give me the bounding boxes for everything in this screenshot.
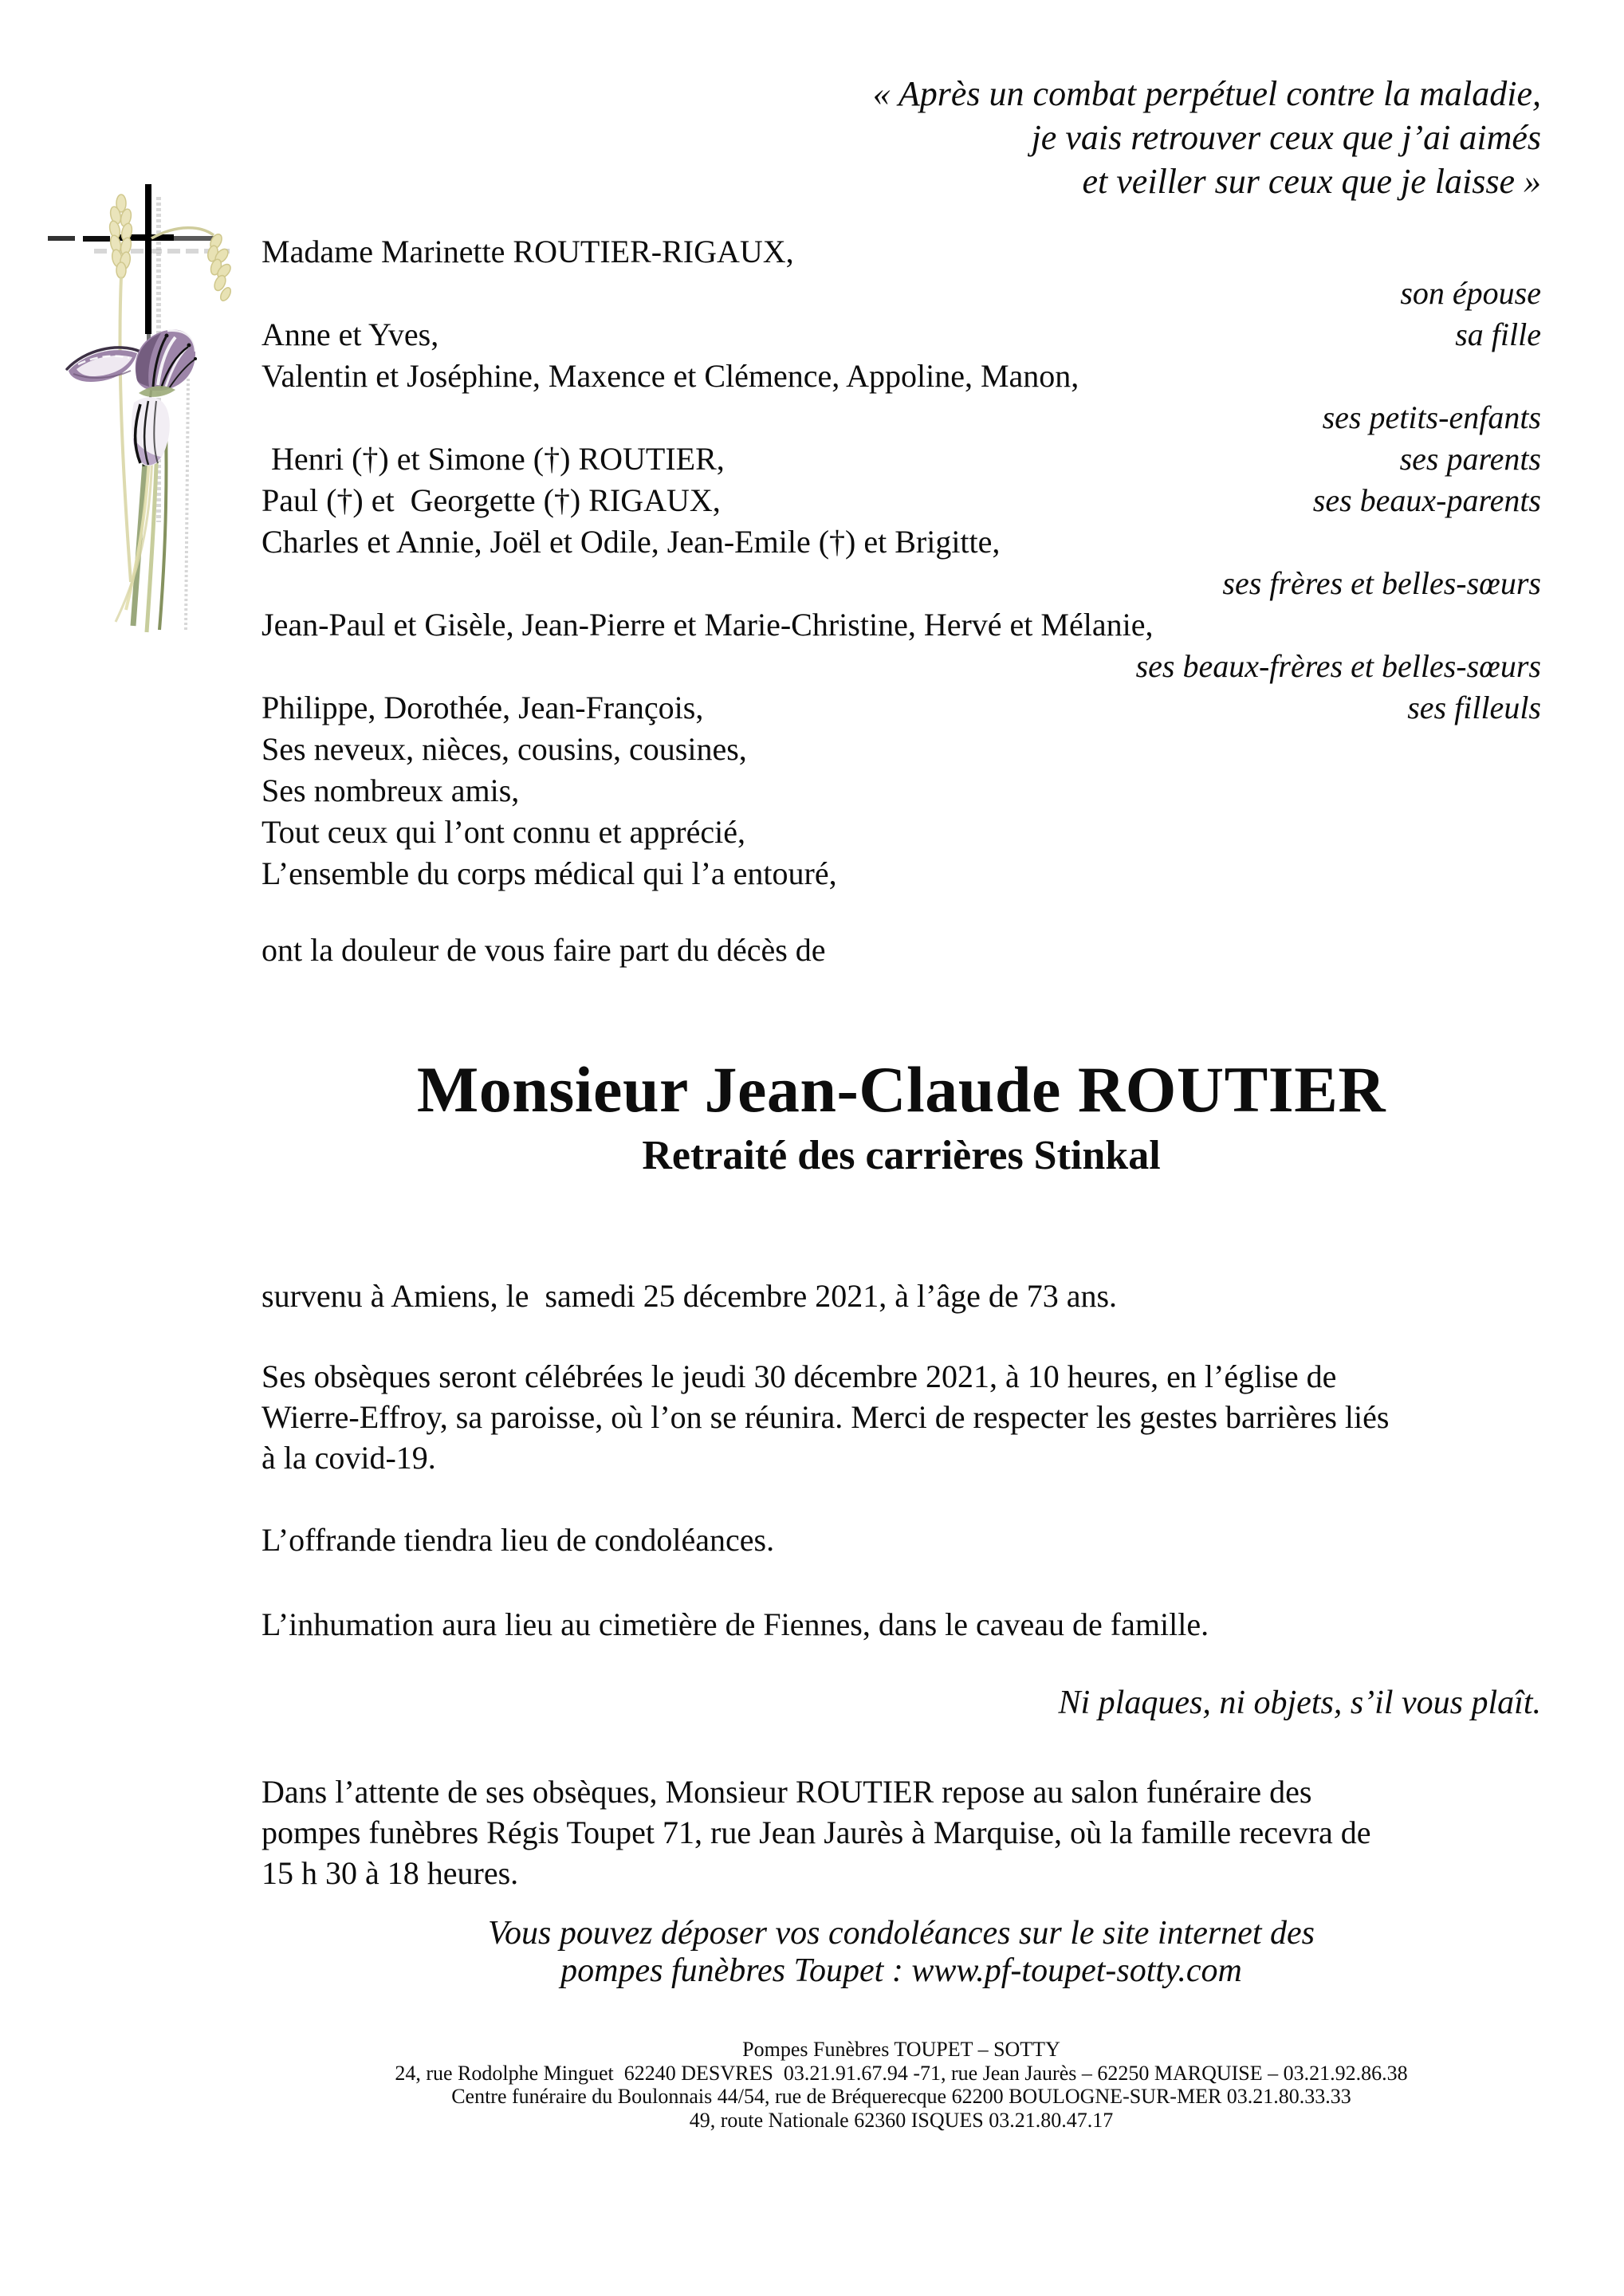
family-names: Henri (†) et Simone (†) ROUTIER, [271,441,725,477]
family-line [261,604,1541,646]
no-plaques-note: Ni plaques, ni objets, s’il vous plaît. [1058,1685,1541,1721]
family-relation: ses parents [1399,441,1541,477]
paragraph-repose [261,1771,1541,1893]
family-names: Charles et Annie, Joël et Odile, Jean-Emile (†) et Brigitte, [261,524,1001,560]
deceased-name: Monsieur Jean-Claude ROUTIER [416,1053,1386,1126]
family-line [261,273,1541,314]
family-relation: ses frères et belles-sœurs [1222,565,1541,601]
paragraph-line: Ses obsèques seront célébrées le jeudi 30 décembre 2021, à 10 heures, en l’église de [261,1358,1337,1394]
family-line [261,356,1541,397]
paragraph-burial [261,1604,1541,1645]
announcement-line: ont la douleur de vous faire part du décès de [261,932,826,968]
family-names: Tout ceux qui l’ont connu et apprécié, [261,814,745,850]
family-names: Jean-Paul et Gisèle, Jean-Pierre et Marie-Christine, Hervé et Mélanie, [261,607,1154,643]
family-names: Valentin et Joséphine, Maxence et Clémence, Appoline, Manon, [261,358,1079,394]
family-relation: ses petits-enfants [1322,399,1541,435]
family-names: Paul (†) et Georgette (†) RIGAUX, [261,482,721,518]
family-relation: ses beaux-parents [1312,482,1541,518]
paragraph-line: L’offrande tiendra lieu de condoléances. [261,1522,775,1558]
family-line [261,314,1541,356]
family-names: Anne et Yves, [261,316,439,352]
family-list [261,231,1541,894]
family-line [261,480,1541,521]
family-line [261,397,1541,438]
family-names: L’ensemble du corps médical qui l’a entouré, [261,855,837,891]
family-names: Ses neveux, nièces, cousins, cousines, [261,731,747,767]
family-line [261,438,1541,480]
family-line [261,853,1541,894]
family-line [261,729,1541,770]
family-line [261,231,1541,273]
paragraph-line: pompes funèbres Régis Toupet 71, rue Jean Jaurès à Marquise, où la famille recevra de [261,1814,1371,1850]
deceased-subtitle: Retraité des carrières Stinkal [642,1133,1161,1178]
family-names: Philippe, Dorothée, Jean-François, [261,690,704,725]
deceased-title-block [261,1053,1541,1178]
paragraph-line: L’inhumation aura lieu au cimetière de Fiennes, dans le caveau de famille. [261,1606,1209,1642]
family-line [261,646,1541,687]
family-line [261,521,1541,563]
footer-address-line: Centre funéraire du Boulonnais 44/54, rue de Bréquerecque 62200 BOULOGNE-SUR-MER 03.21.80.33.33 [451,2085,1351,2108]
quote-line: et veiller sur ceux que je laisse » [1082,162,1541,201]
family-line [261,687,1541,729]
family-relation: ses beaux-frères et belles-sœurs [1135,648,1541,684]
paragraph-offering [261,1520,1541,1560]
family-relation: ses filleuls [1407,690,1541,725]
footer-address-line: 24, rue Rodolphe Minguet 62240 DESVRES 03.21.91.67.94 -71, rue Jean Jaurès – 62250 MARQUISE – 03.21.92.86.38 [395,2061,1408,2085]
footer-company-name: Pompes Funèbres TOUPET – SOTTY [742,2038,1060,2061]
paragraph-line: Wierre-Effroy, sa paroisse, où l’on se réunira. Merci de respecter les gestes barrières liés [261,1399,1390,1435]
condolences-line website-url: pompes funèbres Toupet : www.pf-toupet-sotty.com [560,1952,1242,1989]
family-line [261,770,1541,812]
epitaph-quote [261,72,1541,203]
paragraph-funeral [261,1356,1541,1478]
family-line [261,812,1541,853]
quote-line: « Après un combat perpétuel contre la maladie, [872,74,1541,113]
paragraph-line: à la covid-19. [261,1440,436,1476]
paragraph-line: survenu à Amiens, le samedi 25 décembre 2021, à l’âge de 73 ans. [261,1278,1118,1314]
family-names: Ses nombreux amis, [261,773,520,808]
quote-line: je vais retrouver ceux que j’ai aimés [1031,118,1541,157]
family-relation: sa fille [1455,316,1541,352]
footer-address-line: 49, route Nationale 62360 ISQUES 03.21.80.47.17 [689,2108,1114,2132]
funeral-home-footer [261,2038,1541,2132]
paragraph-line: 15 h 30 à 18 heures. [261,1855,519,1891]
family-line [261,563,1541,604]
condolences-line: Vous pouvez déposer vos condoléances sur le site internet des [488,1915,1315,1952]
condolences-note [261,1915,1541,1990]
cross-and-calla-lily-illustration [32,179,263,666]
family-relation: son épouse [1400,275,1541,311]
paragraph-line: Dans l’attente de ses obsèques, Monsieur ROUTIER repose au salon funéraire des [261,1774,1312,1810]
family-names: Madame Marinette ROUTIER-RIGAUX, [261,234,794,269]
paragraph-death [261,1276,1541,1316]
